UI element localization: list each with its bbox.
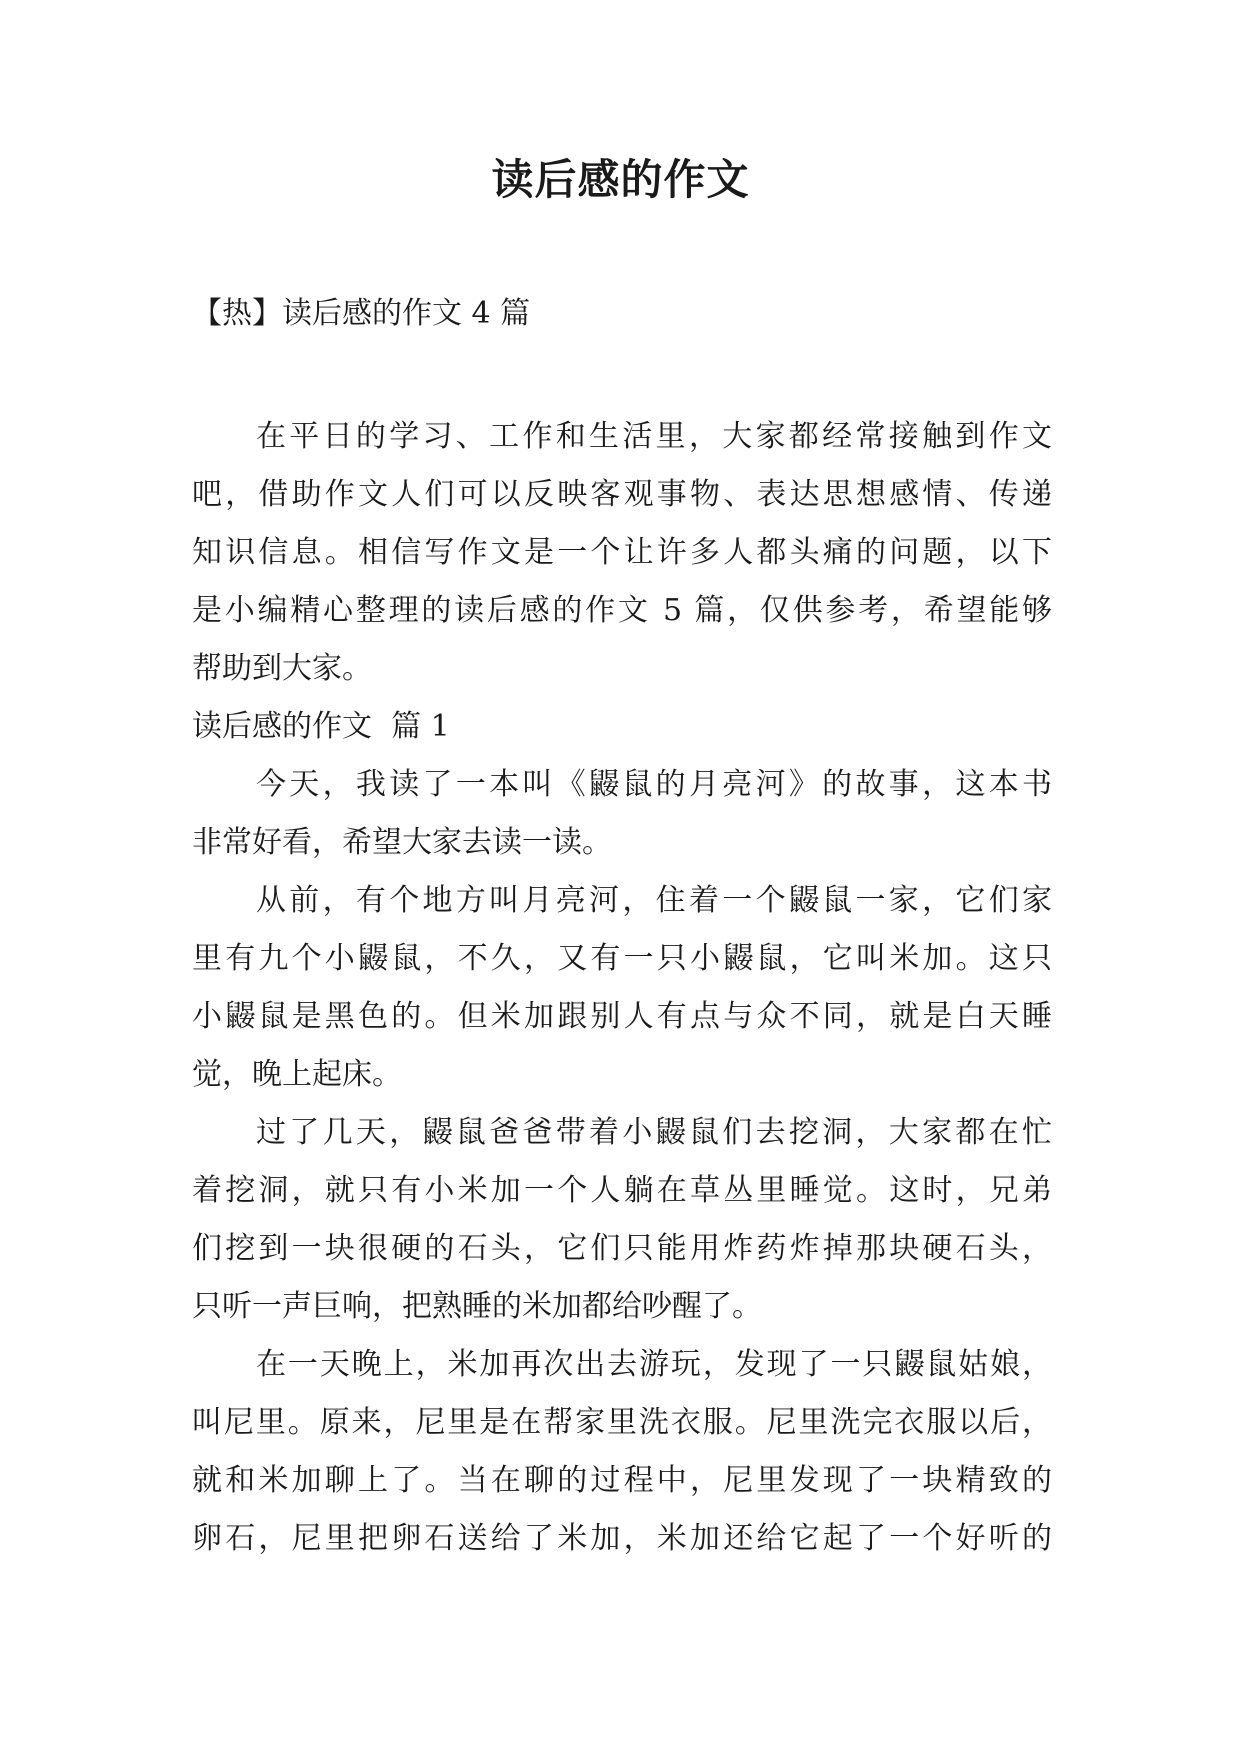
text-line: 吧，借助作文人们可以反映客观事物、表达思想感情、传递 xyxy=(192,477,1052,512)
text-line: 里有九个小鼹鼠，不久，又有一只小鼹鼠，它叫米加。这只 xyxy=(192,941,1052,976)
text-line: 觉，晚上起床。 xyxy=(192,1057,402,1092)
text-line: 在平日的学习、工作和生活里，大家都经常接触到作文 xyxy=(256,419,1052,454)
text-line: 着挖洞，就只有小米加一个人躺在草丛里睡觉。这时，兄弟 xyxy=(192,1173,1052,1208)
text-line: 今天，我读了一本叫《鼹鼠的月亮河》的故事，这本书 xyxy=(256,767,1052,802)
document-title: 读后感的作文 xyxy=(491,155,750,204)
text-line: 知识信息。相信写作文是一个让许多人都头痛的问题，以下 xyxy=(192,535,1052,570)
body-paragraph xyxy=(192,756,1052,872)
body-paragraph xyxy=(192,1104,1052,1336)
section-heading-text: 读后感的作文 篇 1 xyxy=(192,709,450,744)
text-line: 们挖到一块很硬的石头，它们只能用炸药炸掉那块硬石头， xyxy=(192,1231,1052,1266)
text-line: 卵石，尼里把卵石送给了米加，米加还给它起了一个好听的 xyxy=(192,1521,1052,1556)
text-line: 就和米加聊上了。当在聊的过程中，尼里发现了一块精致的 xyxy=(192,1463,1052,1498)
text-line: 非常好看，希望大家去读一读。 xyxy=(192,825,612,860)
document-subtitle: 【热】读后感的作文 4 篇 xyxy=(192,296,531,331)
text-line: 从前，有个地方叫月亮河，住着一个鼹鼠一家，它们家 xyxy=(256,883,1052,918)
section-heading xyxy=(192,698,1052,756)
body-paragraph xyxy=(192,1336,1052,1568)
text-line: 过了几天，鼹鼠爸爸带着小鼹鼠们去挖洞，大家都在忙 xyxy=(256,1115,1052,1150)
text-line: 是小编精心整理的读后感的作文 5 篇，仅供参考，希望能够 xyxy=(192,593,1052,628)
text-line: 在一天晚上，米加再次出去游玩，发现了一只鼹鼠姑娘， xyxy=(256,1347,1052,1382)
intro-paragraph xyxy=(192,408,1052,698)
text-line: 帮助到大家。 xyxy=(192,651,372,686)
text-line: 只听一声巨响，把熟睡的米加都给吵醒了。 xyxy=(192,1289,762,1324)
body-paragraph xyxy=(192,872,1052,1104)
text-line: 小鼹鼠是黑色的。但米加跟别人有点与众不同，就是白天睡 xyxy=(192,999,1052,1034)
document-body xyxy=(192,408,1052,1568)
text-line: 叫尼里。原来，尼里是在帮家里洗衣服。尼里洗完衣服以后， xyxy=(192,1405,1052,1440)
